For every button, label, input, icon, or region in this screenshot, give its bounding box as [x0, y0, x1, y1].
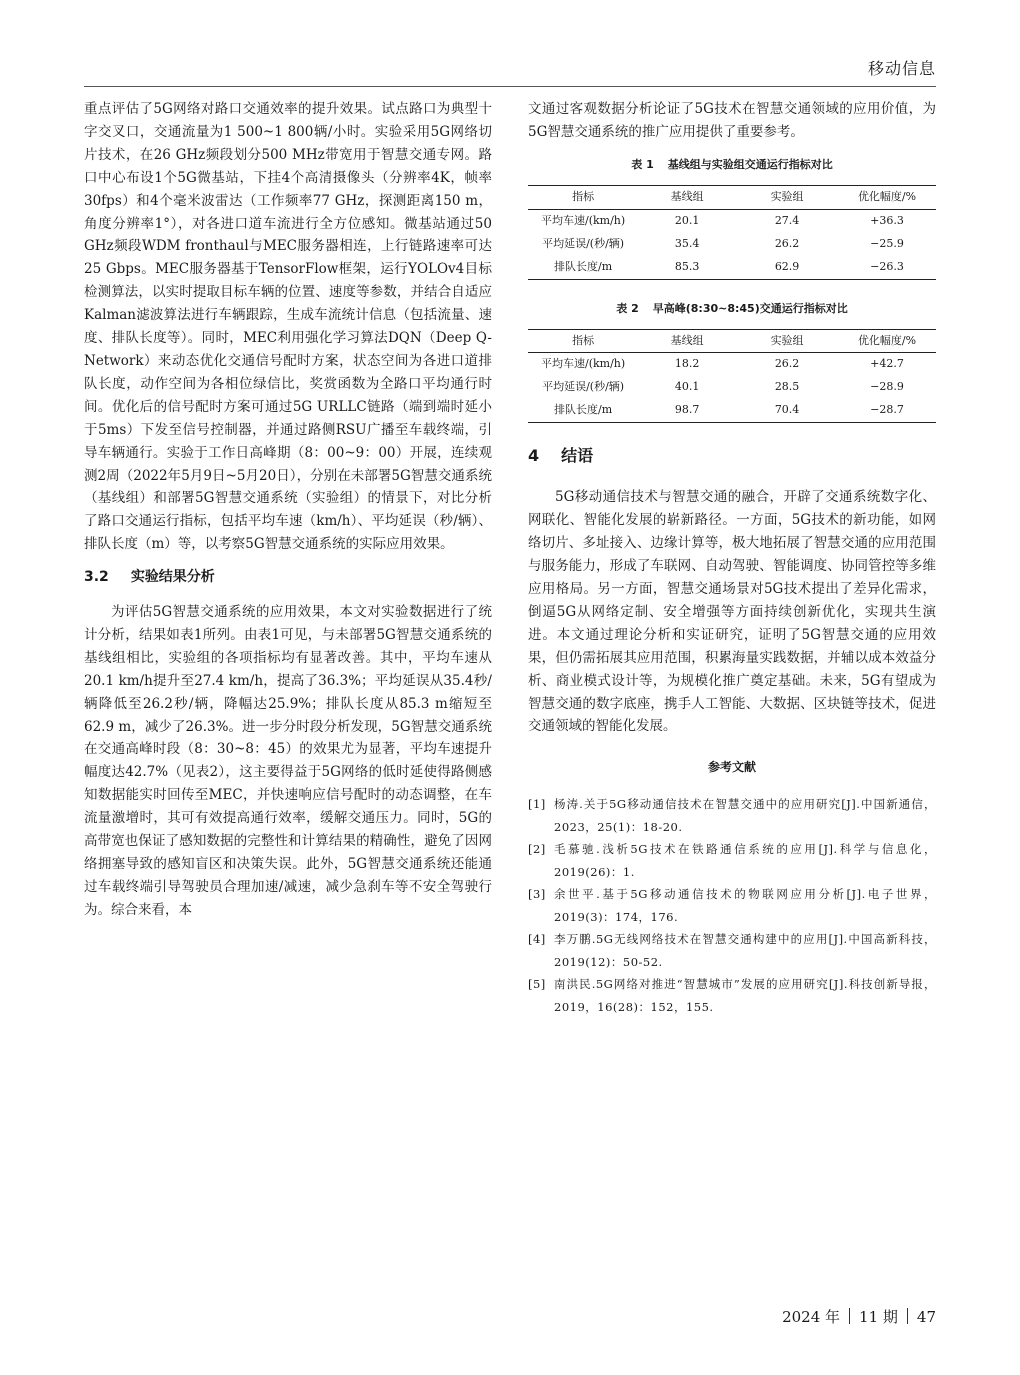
table-row: [528, 209, 936, 233]
reference-item: [528, 973, 936, 1018]
page-footer: [782, 1306, 936, 1327]
journal-name: 移动信息: [867, 59, 936, 78]
table-cell: 27.4: [774, 213, 800, 227]
column-header: 基线组: [638, 185, 736, 209]
table-header-row: [528, 185, 936, 209]
reference-item: [528, 928, 936, 973]
body-paragraph-3: 文通过客观数据分析论证了5G技术在智慧交通领域的应用价值，为5G智慧交通系统的推广应用提供了重要参考。: [528, 101, 936, 140]
table-2-number: 表 2: [616, 301, 639, 315]
table-cell: 平均延误/(秒/辆): [542, 380, 625, 394]
table-2: [528, 329, 936, 424]
reference-text: 余世平.基于5G移动通信技术的物联网应用分析[J].电子世界，2019(3)：174，176.: [554, 887, 936, 924]
table-2-caption: [528, 298, 936, 321]
table-cell: 26.2: [774, 357, 800, 371]
table-cell: 35.4: [674, 236, 700, 250]
table-cell: −25.9: [870, 236, 904, 250]
reference-number: [5]: [528, 977, 546, 992]
column-header: 实验组: [736, 185, 838, 209]
column-header: 实验组: [736, 329, 838, 353]
section-title: 结语: [561, 446, 594, 466]
reference-item: [528, 793, 936, 838]
table-cell: 平均延误/(秒/辆): [542, 236, 625, 250]
reference-text: 李万鹏.5G无线网络技术在智慧交通构建中的应用[J].中国高新科技，2019(12)：50-52.: [554, 932, 936, 969]
table-cell: +42.7: [870, 357, 904, 371]
section-heading-3-2: [84, 566, 492, 589]
table-cell: 18.2: [674, 357, 700, 371]
section-heading-4: [528, 445, 936, 468]
table-1-title: 基线组与实验组交通运行指标对比: [667, 157, 833, 171]
table-cell: 85.3: [674, 259, 700, 273]
table-cell: −28.9: [870, 380, 904, 394]
reference-text: 南洪民.5G网络对推进“智慧城市”发展的应用研究[J].科技创新导报，2019，16(28)：152，155.: [554, 977, 936, 1014]
table-1-caption: [528, 154, 936, 177]
table-cell: 平均车速/(km/h): [540, 213, 626, 227]
reference-number: [3]: [528, 887, 546, 902]
table-cell: 62.9: [774, 259, 800, 273]
body-paragraph-1: 重点评估了5G网络对路口交通效率的提升效果。试点路口为典型十字交叉口，交通流量为1 500~1 800辆/小时。实验采用5G网络切片技术，在26 GHz频段划分500 MHz带宽用于智慧交通专网。路口中心布设1个5G微基站，下挂4个高清摄像头（分辨率4K，帧率30fps）和4个毫米波雷达（工作频率77 GHz，探测距离150 m，角度分辨率1°），对各进口道车流进行全方位感知。微基站通过50 GHz频段WDM fronthaul与MEC服务器相连，上行链路速率可达25 Gbps。MEC服务器基于TensorFlow框架，运行YOLOv4目标检测算法，以实时提取目标车辆的位置、速度等参数，并结合自适应Kalman滤波算法进行车辆跟踪，生成车流统计信息（包括流量、速度、排队长度等）。同时，MEC利用强化学习算法DQN（Deep Q-Network）来动态优化交通信号配时方案，状态空间为各进口道排队长度，动作空间为各相位绿信比，奖赏函数为全路口平均通行时间。优化后的信号配时方案可通过5G URLLC链路（端到端时延小于5ms）下发至信号控制器，并通过路侧RSU广播至车载终端，引导车辆通行。实验于工作日高峰期（8：00~9：00）开展，连续观测2周（2022年5月9日~5月20日），分别在未部署5G智慧交通系统（基线组）和部署5G智慧交通系统（实验组）的情景下，对比分析了路口交通运行指标，包括平均车速（km/h）、平均延误（秒/辆）、排队长度（m）等，以考察5G智慧交通系统的实际应用效果。: [84, 101, 492, 553]
footer-year: 2024 年: [782, 1308, 841, 1326]
table-cell: 98.7: [674, 403, 700, 417]
right-column: [528, 98, 936, 1018]
section-number: 4: [528, 446, 540, 466]
section-title: 实验结果分析: [130, 569, 215, 586]
table-cell: 40.1: [674, 380, 700, 394]
table-2-title: 早高峰(8:30~8:45)交通运行指标对比: [652, 301, 848, 315]
column-header: 指标: [528, 329, 638, 353]
header-rule: [84, 86, 936, 87]
table-row: [528, 256, 936, 280]
reference-number: [1]: [528, 797, 546, 812]
section-number: 3.2: [84, 569, 109, 586]
body-paragraph-2: 为评估5G智慧交通系统的应用效果，本文对实验数据进行了统计分析，结果如表1所列。由表1可见，与未部署5G智慧交通系统的基线组相比，实验组的各项指标均有显著改善。其中，平均车速从20.1 km/h提升至27.4 km/h，提高了36.3%；平均延误从35.4秒/辆降低至26.2秒/辆，降幅达25.9%；排队长度从85.3 m缩短至62.9 m，减少了26.3%。进一步分时段分析发现，5G智慧交通系统在交通高峰时段（8：30~8：45）的效果尤为显著，平均车速提升幅度达42.7%（见表2），这主要得益于5G网络的低时延使得路侧感知数据能实时回传至MEC，并快速响应信号配时的动态调整，在车流量激增时，其可有效提高通行效率，缓解交通压力。同时，5G的高带宽也保证了感知数据的完整性和计算结果的精确性，避免了因网络拥塞导致的感知盲区和决策失误。此外，5G智慧交通系统还能通过车载终端引导驾驶员合理加速/减速，减少急刹车等不安全驾驶行为。综合来看，本: [84, 604, 492, 918]
column-header: 优化幅度/%: [838, 329, 936, 353]
table-cell: +36.3: [870, 213, 904, 227]
table-cell: −28.7: [870, 403, 904, 417]
table-cell: −26.3: [870, 259, 904, 273]
table-header-row: [528, 329, 936, 353]
table-cell: 20.1: [674, 213, 700, 227]
references-title: 参考文献: [707, 760, 756, 775]
table-cell: 26.2: [774, 236, 800, 250]
table-cell: 28.5: [774, 380, 800, 394]
table-1: [528, 185, 936, 280]
table-row: [528, 233, 936, 256]
page-number: 47: [916, 1308, 936, 1326]
table-cell: 排队长度/m: [554, 403, 613, 417]
column-header: 基线组: [638, 329, 736, 353]
footer-issue: 11 期: [859, 1308, 898, 1326]
reference-item: [528, 838, 936, 883]
reference-item: [528, 883, 936, 928]
column-header: 优化幅度/%: [838, 185, 936, 209]
table-cell: 平均车速/(km/h): [540, 357, 626, 371]
reference-text: 杨涛.关于5G移动通信技术在智慧交通中的应用研究[J].中国新通信，2023，25(1)：18-20.: [554, 797, 936, 834]
table-cell: 排队长度/m: [554, 259, 613, 273]
table-1-number: 表 1: [631, 157, 654, 171]
footer-separator: [907, 1308, 908, 1324]
table-row: [528, 353, 936, 377]
table-row: [528, 399, 936, 423]
table-row: [528, 376, 936, 399]
reference-text: 毛慕驰.浅析5G技术在铁路通信系统的应用[J].科学与信息化，2019(26)：1.: [554, 842, 936, 879]
table-cell: 70.4: [774, 403, 800, 417]
reference-number: [4]: [528, 932, 546, 947]
left-column: [84, 98, 492, 922]
footer-separator: [849, 1308, 850, 1324]
reference-number: [2]: [528, 842, 546, 857]
conclusion-paragraph: 5G移动通信技术与智慧交通的融合，开辟了交通系统数字化、网联化、智能化发展的崭新路径。一方面，5G技术的新功能，如网络切片、多址接入、边缘计算等，极大地拓展了智慧交通的应用范围与服务能力，形成了车联网、自动驾驶、智能调度、协同管控等多维应用格局。另一方面，智慧交通场景对5G技术提出了差异化需求，倒逼5G从网络定制、安全增强等方面持续创新优化，实现共生演进。本文通过理论分析和实证研究，证明了5G智慧交通的应用效果，但仍需拓展其应用范围，积累海量实践数据，并辅以成本效益分析、商业模式设计等，为规模化推广奠定基础。未来，5G有望成为智慧交通的数字底座，携手人工智能、大数据、区块链等技术，促进交通领域的智能化发展。: [528, 489, 936, 735]
column-header: 指标: [528, 185, 638, 209]
